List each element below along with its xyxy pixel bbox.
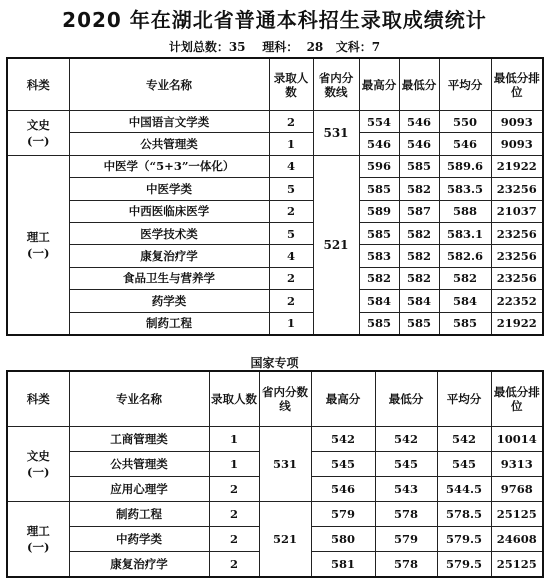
min-score-cell: 546	[399, 133, 439, 155]
max-score-cell: 589	[359, 200, 399, 222]
min-rank-cell: 23256	[491, 222, 543, 244]
avg-score-cell: 583.1	[439, 222, 491, 244]
avg-score-cell: 544.5	[437, 477, 491, 502]
major-name-cell: 药学类	[69, 290, 269, 312]
major-name-cell: 康复治疗学	[69, 245, 269, 267]
table-row	[7, 222, 543, 244]
min-score-cell: 587	[399, 200, 439, 222]
major-name-cell: 制药工程	[69, 502, 209, 527]
column-header: 录取人数	[269, 58, 313, 111]
min-score-cell: 585	[399, 155, 439, 177]
min-rank-cell: 23256	[491, 267, 543, 289]
min-score-cell: 584	[399, 290, 439, 312]
min-rank-cell: 23256	[491, 178, 543, 200]
max-score-cell: 546	[359, 133, 399, 155]
max-score-cell: 546	[311, 477, 375, 502]
admit-count-cell: 2	[209, 552, 259, 578]
admit-count-cell: 5	[269, 222, 313, 244]
table-row	[7, 502, 543, 527]
column-header: 专业名称	[69, 371, 209, 427]
major-name-cell: 公共管理类	[69, 133, 269, 155]
table-row	[7, 111, 543, 133]
max-score-cell: 584	[359, 290, 399, 312]
province-line-cell: 531	[313, 111, 359, 156]
table-row	[7, 133, 543, 155]
category-cell: 文史 (一)	[7, 111, 69, 156]
category-cell: 文史 (一)	[7, 427, 69, 502]
avg-score-cell: 582.6	[439, 245, 491, 267]
category-cell: 理工 (一)	[7, 502, 69, 578]
admit-count-cell: 2	[269, 111, 313, 133]
table-row	[7, 267, 543, 289]
min-rank-cell: 10014	[491, 427, 543, 452]
min-score-cell: 543	[375, 477, 437, 502]
major-name-cell: 食品卫生与营养学	[69, 267, 269, 289]
admit-count-cell: 2	[209, 477, 259, 502]
column-header: 最高分	[359, 58, 399, 111]
column-header: 最低分	[399, 58, 439, 111]
admit-count-cell: 2	[269, 200, 313, 222]
avg-score-cell: 585	[439, 312, 491, 335]
major-name-cell: 应用心理学	[69, 477, 209, 502]
avg-score-cell: 542	[437, 427, 491, 452]
column-header: 最高分	[311, 371, 375, 427]
column-header: 最低分排位	[491, 58, 543, 111]
avg-score-cell: 545	[437, 452, 491, 477]
column-header: 最低分	[375, 371, 437, 427]
column-header: 平均分	[439, 58, 491, 111]
table-row	[7, 155, 543, 177]
min-score-cell: 582	[399, 267, 439, 289]
max-score-cell: 582	[359, 267, 399, 289]
column-header: 专业名称	[69, 58, 269, 111]
admit-count-cell: 2	[209, 502, 259, 527]
table-row	[7, 312, 543, 335]
column-header: 录取人数	[209, 371, 259, 427]
major-name-cell: 制药工程	[69, 312, 269, 335]
major-name-cell: 中医学（“5+3”一体化）	[69, 155, 269, 177]
plan-summary: 计划总数：35 理科： 28 文科：7	[168, 40, 381, 54]
min-score-cell: 542	[375, 427, 437, 452]
min-rank-cell: 9768	[491, 477, 543, 502]
national-special-label: 国家专项	[250, 356, 299, 370]
admission-table-national-special	[6, 370, 544, 578]
table-row	[7, 245, 543, 267]
min-rank-cell: 21037	[491, 200, 543, 222]
avg-score-cell: 546	[439, 133, 491, 155]
avg-score-cell: 588	[439, 200, 491, 222]
column-header: 科类	[7, 371, 69, 427]
min-rank-cell: 9093	[491, 133, 543, 155]
major-name-cell: 康复治疗学	[69, 552, 209, 578]
province-line-cell: 531	[259, 427, 311, 502]
admit-count-cell: 1	[209, 427, 259, 452]
min-rank-cell: 9093	[491, 111, 543, 133]
max-score-cell: 585	[359, 312, 399, 335]
avg-score-cell: 550	[439, 111, 491, 133]
admit-count-cell: 2	[269, 267, 313, 289]
major-name-cell: 中医学类	[69, 178, 269, 200]
admit-count-cell: 1	[269, 133, 313, 155]
min-score-cell: 579	[375, 527, 437, 552]
min-rank-cell: 23256	[491, 245, 543, 267]
min-score-cell: 578	[375, 552, 437, 578]
admit-count-cell: 5	[269, 178, 313, 200]
major-name-cell: 工商管理类	[69, 427, 209, 452]
min-rank-cell: 9313	[491, 452, 543, 477]
max-score-cell: 579	[311, 502, 375, 527]
column-header: 平均分	[437, 371, 491, 427]
avg-score-cell: 584	[439, 290, 491, 312]
province-line-cell: 521	[259, 502, 311, 578]
max-score-cell: 585	[359, 178, 399, 200]
min-rank-cell: 21922	[491, 155, 543, 177]
admission-table-general	[6, 57, 544, 336]
min-rank-cell: 25125	[491, 502, 543, 527]
max-score-cell: 581	[311, 552, 375, 578]
min-score-cell: 582	[399, 245, 439, 267]
column-header: 科类	[7, 58, 69, 111]
column-header: 省内分数线	[259, 371, 311, 427]
table-row	[7, 290, 543, 312]
max-score-cell: 554	[359, 111, 399, 133]
column-header: 省内分数线	[313, 58, 359, 111]
max-score-cell: 545	[311, 452, 375, 477]
major-name-cell: 中药学类	[69, 527, 209, 552]
page-title: 2020 年在湖北省普通本科招生录取成绩统计	[62, 8, 487, 32]
table-row	[7, 200, 543, 222]
table-row	[7, 178, 543, 200]
min-score-cell: 546	[399, 111, 439, 133]
min-rank-cell: 21922	[491, 312, 543, 335]
avg-score-cell: 583.5	[439, 178, 491, 200]
table-header	[7, 371, 543, 427]
min-score-cell: 582	[399, 222, 439, 244]
min-score-cell: 578	[375, 502, 437, 527]
max-score-cell: 583	[359, 245, 399, 267]
major-name-cell: 公共管理类	[69, 452, 209, 477]
avg-score-cell: 579.5	[437, 552, 491, 578]
avg-score-cell: 582	[439, 267, 491, 289]
min-rank-cell: 24608	[491, 527, 543, 552]
admit-count-cell: 2	[269, 290, 313, 312]
avg-score-cell: 589.6	[439, 155, 491, 177]
avg-score-cell: 579.5	[437, 527, 491, 552]
admit-count-cell: 4	[269, 155, 313, 177]
major-name-cell: 医学技术类	[69, 222, 269, 244]
admit-count-cell: 1	[209, 452, 259, 477]
min-score-cell: 585	[399, 312, 439, 335]
min-rank-cell: 22352	[491, 290, 543, 312]
min-score-cell: 545	[375, 452, 437, 477]
table-header	[7, 58, 543, 111]
max-score-cell: 580	[311, 527, 375, 552]
admit-count-cell: 1	[269, 312, 313, 335]
admit-count-cell: 4	[269, 245, 313, 267]
category-cell: 理工 (一)	[7, 155, 69, 335]
max-score-cell: 542	[311, 427, 375, 452]
major-name-cell: 中国语言文学类	[69, 111, 269, 133]
min-rank-cell: 25125	[491, 552, 543, 578]
province-line-cell: 521	[313, 155, 359, 335]
major-name-cell: 中西医临床医学	[69, 200, 269, 222]
admit-count-cell: 2	[209, 527, 259, 552]
min-score-cell: 582	[399, 178, 439, 200]
max-score-cell: 585	[359, 222, 399, 244]
table-row	[7, 427, 543, 452]
column-header: 最低分排位	[491, 371, 543, 427]
avg-score-cell: 578.5	[437, 502, 491, 527]
max-score-cell: 596	[359, 155, 399, 177]
